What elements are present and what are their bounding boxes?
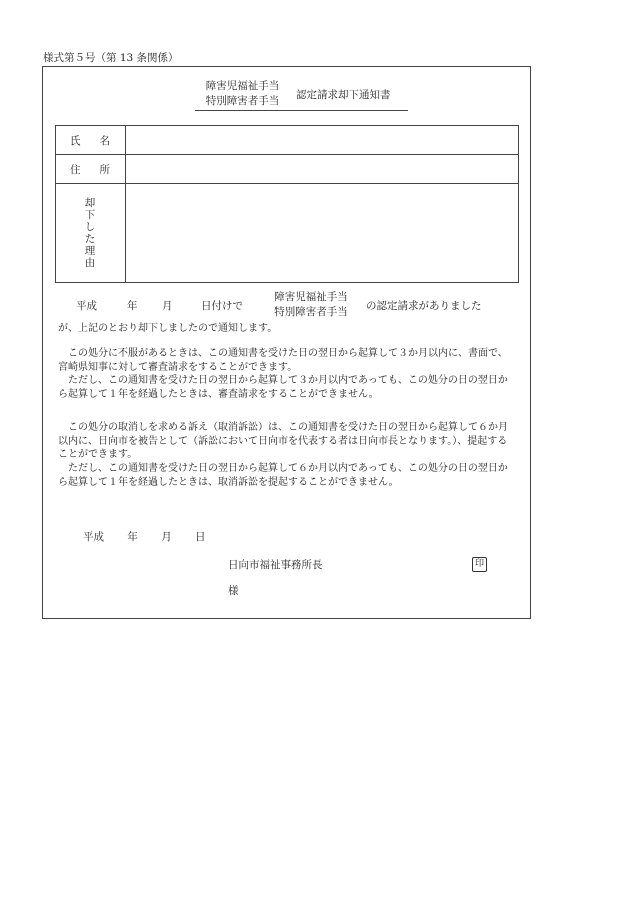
notice-allowance-stack bbox=[266, 290, 356, 320]
issuer-office: 日向市福祉事務所長 bbox=[228, 559, 323, 571]
addressee-suffix: 様 bbox=[228, 585, 239, 597]
issue-date-era: 平成 bbox=[83, 531, 104, 543]
address-row bbox=[56, 155, 519, 184]
reason-row bbox=[56, 184, 519, 283]
address-label-char-2: 所 bbox=[99, 163, 111, 176]
reason-label-char: 理 bbox=[84, 245, 97, 257]
reason-label-char: た bbox=[84, 233, 97, 245]
address-label-char-1: 住 bbox=[70, 163, 82, 176]
seal-mark: 印 bbox=[472, 557, 487, 572]
document-name: 認定請求却下通知書 bbox=[296, 89, 391, 101]
reason-field[interactable] bbox=[126, 184, 519, 283]
reason-label-char: し bbox=[84, 221, 97, 233]
reason-label-char: 却 bbox=[84, 197, 97, 209]
appeal-paragraph: ただし、この通知書を受けた日の翌日から起算して３か月以内であっても、この処分の日の翌日から起算して１年を経過したときは、審査請求をすることができません。 bbox=[58, 375, 508, 400]
notice-allowance-2: 特別障害者手当 bbox=[274, 306, 348, 318]
issue-date-month-unit: 月 bbox=[161, 531, 172, 543]
document-title bbox=[195, 79, 408, 111]
notice-era: 平成 bbox=[76, 300, 97, 312]
notice-year-unit: 年 bbox=[127, 300, 138, 312]
reason-label-vertical bbox=[85, 197, 97, 269]
allowance-type-2: 特別障害者手当 bbox=[205, 95, 280, 107]
notice-allowance-1: 障害児福祉手当 bbox=[274, 291, 348, 303]
notice-sentence bbox=[58, 290, 518, 322]
name-field[interactable] bbox=[126, 126, 519, 155]
notice-day-suffix: 日付けで bbox=[201, 300, 243, 312]
issue-date-day-unit: 日 bbox=[195, 531, 206, 543]
notice-continuation: が、上記のとおり却下しましたので通知します。 bbox=[58, 323, 278, 334]
name-row bbox=[56, 126, 519, 155]
form-id: 様式第５号（第 13 条関係） bbox=[43, 52, 179, 64]
notice-tail: の認定請求がありました bbox=[366, 300, 482, 312]
name-label bbox=[56, 126, 126, 155]
name-label-char-1: 氏 bbox=[70, 134, 82, 147]
info-table bbox=[55, 125, 519, 283]
issue-date bbox=[83, 529, 226, 544]
address-label bbox=[56, 155, 126, 184]
appeal-paragraph: この処分の取消しを求める訴え（取消訴訟）は、この通知書を受けた日の翌日から起算して６か月以内に、日向市を被告として（訴訟において日向市を代表する者は日向市長となります。）、提起することができます。 bbox=[58, 422, 508, 460]
allowance-type-1: 障害児福祉手当 bbox=[205, 80, 280, 92]
appeal-paragraph: ただし、この通知書を受けた日の翌日から起算して６か月以内であっても、この処分の日の翌日から起算して１年を経過したときは、取消訴訟を提起することができません。 bbox=[58, 463, 508, 488]
name-label-char-2: 名 bbox=[99, 134, 111, 147]
reason-label-char: 由 bbox=[84, 257, 97, 269]
notice-month-unit: 月 bbox=[162, 300, 173, 312]
appeal-paragraph: この処分に不服があるときは、この通知書を受けた日の翌日から起算して３か月以内に、書面で、宮崎県知事に対して審査請求をすることができます。 bbox=[58, 348, 508, 373]
allowance-type-stack bbox=[195, 79, 290, 109]
reason-label bbox=[56, 184, 126, 283]
reason-label-char: 下 bbox=[84, 209, 97, 221]
address-field[interactable] bbox=[126, 155, 519, 184]
issue-date-year-unit: 年 bbox=[127, 531, 138, 543]
